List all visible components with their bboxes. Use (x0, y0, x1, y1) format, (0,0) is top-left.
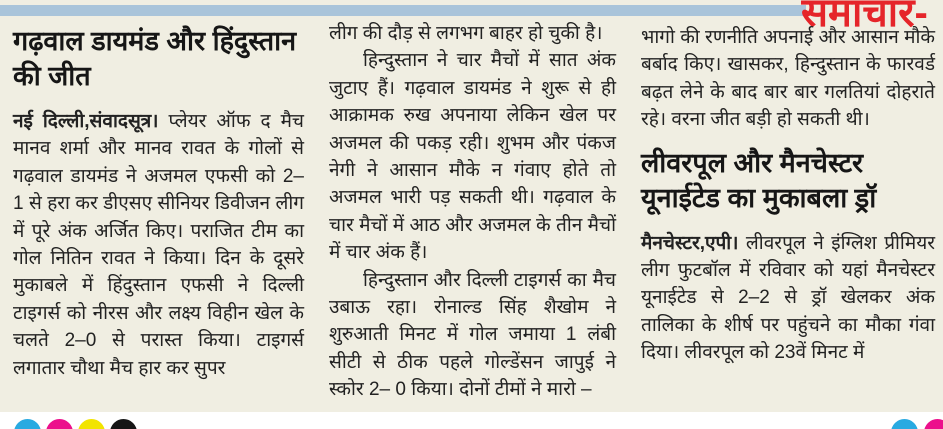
article1-col2-para3: हिन्दुस्तान और दिल्ली टाइगर्स का मैच उबाऊ रहा। रोनाल्ड सिंह शैखोम ने शुरुआती मिनट में गोल जमाया 1 लंबी सीटी से ठीक पहले गोल्डेंसन जापुई ने स्कोर 2– 0 किया। दोनों टीमों ने मारो – (329, 269, 616, 401)
article1-col1-text: प्लेयर ऑफ द मैच मानव शर्मा और मानव रावत के गोलों से गढ़वाल डायमंड ने अजमल एफसी को 2– 1 से हरा कर डीएसए सीनियर डिवीजन लीग में पूरे अंक अर्जित किए। पराजित टीम का गोल नितिन रावत ने किया। दिन के दूसरे मुकाबले में हिंदुस्तान एफसी ने दिल्ली टाइगर्स को नीरस और लक्ष्य विहीन खेल के चलते 2–0 से परास्त किया। टाइगर्स लगातार चौथा मैच हार कर सुपर (13, 111, 304, 379)
column-1 (13, 24, 304, 382)
article1-headline: गढ़वाल डायमंड और हिंदुस्तान की जीत (13, 26, 297, 91)
spacer (641, 134, 935, 146)
article1-dateline: नई दिल्ली,संवादसूत्र। (13, 111, 159, 132)
article1-col1-paragraph (13, 108, 304, 382)
article1-col2-para1: लीग की दौड़ से लगभग बाहर हो चुकी है। (329, 23, 603, 44)
bottom-white-strip (0, 412, 943, 429)
article1-col3-paragraph: भागो की रणनीति अपनाई और आसान मौके बर्बाद किए। खासकर, हिन्दुस्तान के फारवर्ड बढ़त लेने के बाद बार बार गलतियां दोहराते रहे। वरना जीत बड़ी हो सकती थी। (641, 27, 935, 131)
column-3 (641, 24, 935, 367)
masthead-partial-text: समाचार- (801, 0, 928, 27)
top-blue-rule (0, 5, 806, 16)
article2-text: लीवरपूल ने इंग्लिश प्रीमियर लीग फुटबॉल में रविवार को यहां मैनचेस्टर यूनाईटेड से 2–2 से ड्रॉ खेलकर अंक तालिका के शीर्ष पर पहुंचने का मौका गंवा दिया। लीवरपूल को 23वें मिनट में (641, 232, 935, 364)
article2-dateline: मैनचेस्टर,एपी। (641, 232, 739, 254)
article2-paragraph (641, 230, 935, 367)
article2-headline: लीवरपूल और मैनचेस्टर यूनाईटेड का मुकाबला ड्रॉ (641, 147, 877, 213)
column-2 (329, 20, 616, 404)
masthead-cropped (801, 0, 943, 27)
article1-col2-para2: हिन्दुस्तान ने चार मैचों में सात अंक जुटाए हैं। गढ़वाल डायमंड ने शुरू से ही आक्रामक रुख अपनाया लेकिन खेल पर अजमल की पकड़ रही। शुभम और पंकज नेगी ने आसान मौके न गंवाए होते तो अजमल भारी पड़ सकती थी। गढ़वाल के चार मैचों में आठ और अजमल के तीन मैचों में चार अंक हैं। (329, 50, 616, 264)
